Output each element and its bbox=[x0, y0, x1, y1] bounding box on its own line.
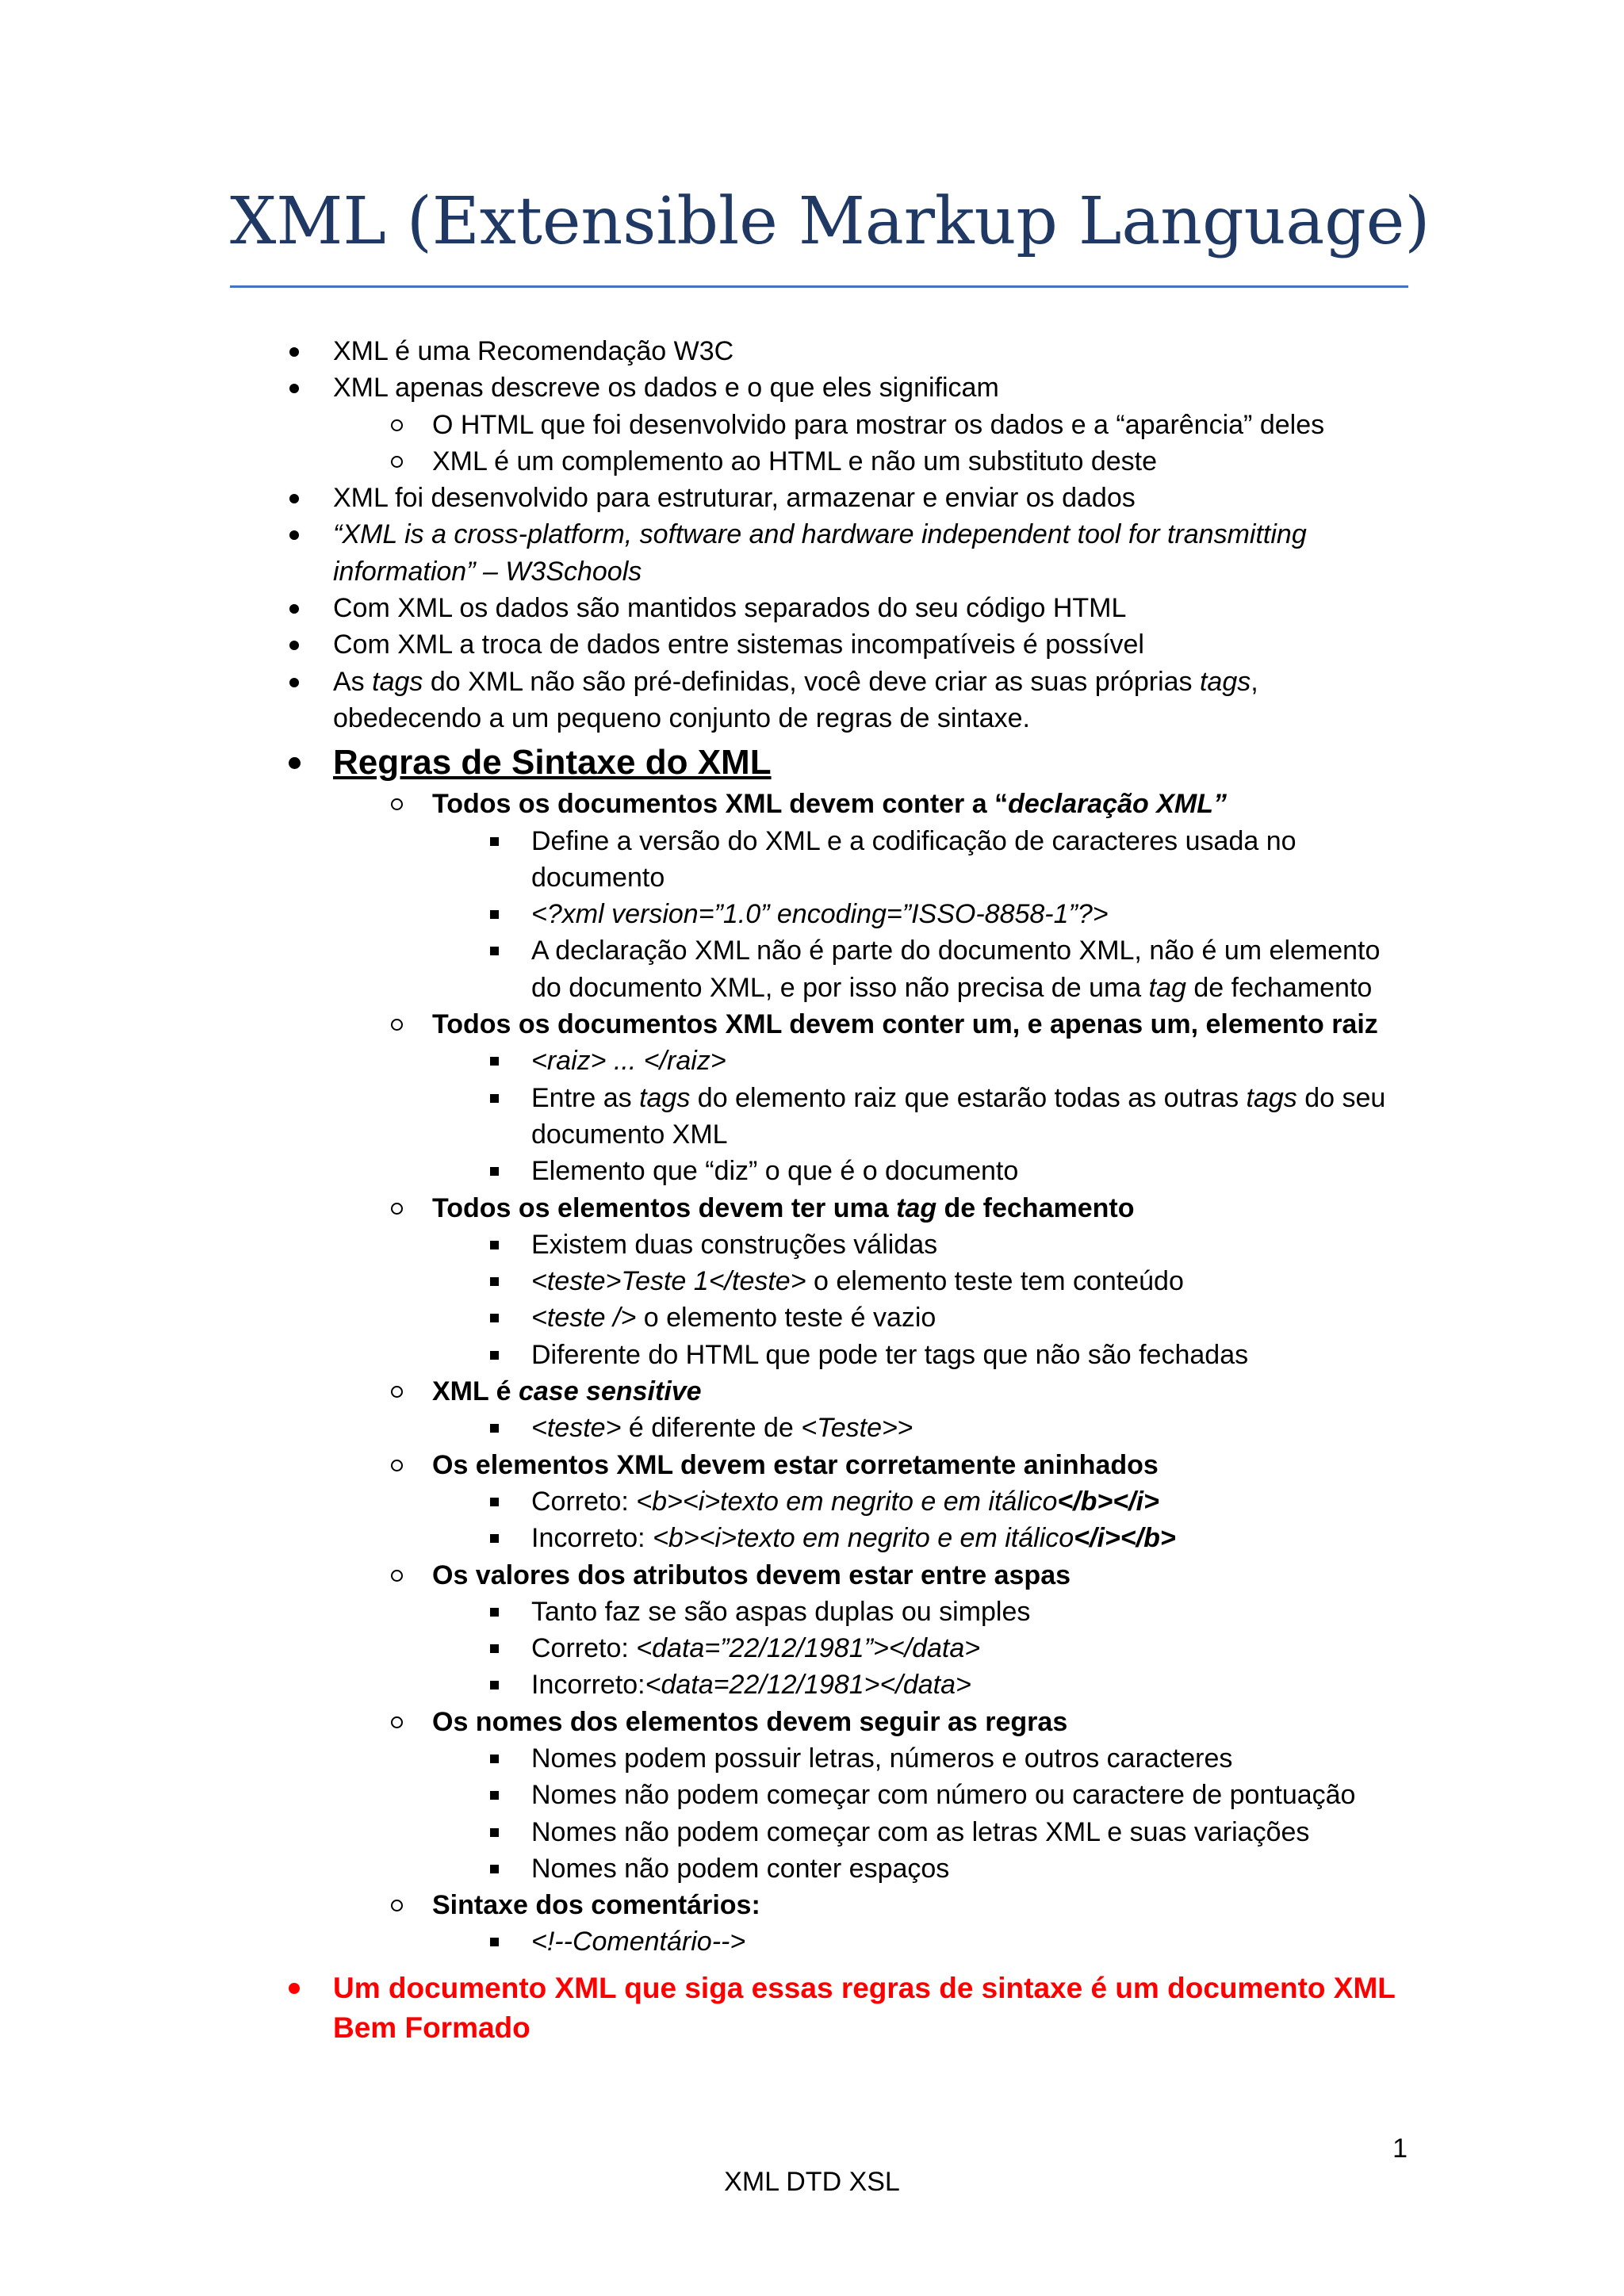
list-item: Existem duas construções válidas bbox=[484, 1226, 1411, 1263]
rule-item bbox=[385, 1557, 1411, 1704]
main-bullet-list bbox=[285, 333, 1411, 2048]
list-item: Incorreto: <b><i>texto em negrito e em itálico</i></b> bbox=[484, 1520, 1411, 1556]
list-item: Nomes não podem começar com as letras XML e suas variações bbox=[484, 1814, 1411, 1850]
list-item: Correto: <data=”22/12/1981”></data> bbox=[484, 1630, 1411, 1667]
rule-details bbox=[484, 1740, 1411, 1887]
list-item: XML é um complemento ao HTML e não um substituto deste bbox=[385, 443, 1411, 480]
list-item: O HTML que foi desenvolvido para mostrar os dados e a “aparência” deles bbox=[385, 407, 1411, 443]
list-item: Tanto faz se são aspas duplas ou simples bbox=[484, 1594, 1411, 1630]
list-item: Elemento que “diz” o que é o documento bbox=[484, 1153, 1411, 1189]
rule-details bbox=[484, 823, 1411, 1006]
w3schools-quote: “XML is a cross-platform, software and hardware independent tool for transmitting information” – W3Schools bbox=[333, 519, 1307, 587]
rule-title: Sintaxe dos comentários: bbox=[432, 1890, 760, 1921]
rule-details bbox=[484, 1483, 1411, 1557]
page-footer: XML DTD XSL bbox=[724, 2167, 900, 2197]
list-item: XML é uma Recomendação W3C bbox=[285, 333, 1411, 369]
list-item: Nomes podem possuir letras, números e outros caracteres bbox=[484, 1740, 1411, 1777]
rule-item bbox=[385, 1447, 1411, 1557]
list-item: Diferente do HTML que pode ter tags que não são fechadas bbox=[484, 1337, 1411, 1373]
list-item: Nomes não podem começar com número ou caractere de pontuação bbox=[484, 1777, 1411, 1813]
rule-details bbox=[484, 1594, 1411, 1704]
list-item: A declaração XML não é parte do documento XML, não é um elemento do documento XML, e por isso não precisa de uma tag de fechamento bbox=[484, 932, 1411, 1006]
rule-details bbox=[484, 1226, 1411, 1373]
list-item bbox=[285, 516, 1411, 590]
syntax-section bbox=[285, 740, 1411, 1961]
rule-details bbox=[484, 1410, 1411, 1446]
rule-item bbox=[385, 1006, 1411, 1189]
rule-item bbox=[385, 786, 1411, 1006]
rule-item bbox=[385, 1373, 1411, 1447]
section-heading: Regras de Sintaxe do XML bbox=[333, 743, 772, 783]
title-divider bbox=[230, 285, 1408, 288]
rule-details bbox=[484, 1923, 1411, 1960]
page-number: 1 bbox=[1392, 2133, 1408, 2164]
conclusion-note: Um documento XML que siga essas regras de sintaxe é um documento XML Bem Formado bbox=[285, 1969, 1411, 2048]
list-item: Nomes não podem conter espaços bbox=[484, 1850, 1411, 1887]
rule-details bbox=[484, 1043, 1411, 1189]
list-item: Com XML os dados são mantidos separados do seu código HTML bbox=[285, 590, 1411, 626]
list-item: Incorreto:<data=22/12/1981></data> bbox=[484, 1667, 1411, 1703]
list-item: <teste>Teste 1</teste> o elemento teste tem conteúdo bbox=[484, 1263, 1411, 1299]
rule-title: Todos os documentos XML devem conter a “declaração XML” bbox=[432, 789, 1227, 820]
list-item: <teste> é diferente de <Teste>> bbox=[484, 1410, 1411, 1446]
list-item: Com XML a troca de dados entre sistemas incompatíveis é possível bbox=[285, 626, 1411, 663]
rule-item bbox=[385, 1190, 1411, 1373]
page-title: XML (Extensible Markup Language) bbox=[230, 184, 1431, 259]
list-item: Entre as tags do elemento raiz que estarão todas as outras tags do seu documento XML bbox=[484, 1080, 1411, 1154]
syntax-rules-list bbox=[385, 786, 1411, 1961]
rule-title: Os valores dos atributos devem estar entre aspas bbox=[432, 1559, 1071, 1590]
list-item: As tags do XML não são pré-definidas, você deve criar as suas próprias tags, obedecendo a um pequeno conjunto de regras de sintaxe. bbox=[285, 664, 1411, 737]
rule-title: Todos os elementos devem ter uma tag de fechamento bbox=[432, 1192, 1135, 1223]
rule-item bbox=[385, 1704, 1411, 1887]
rule-item bbox=[385, 1887, 1411, 1961]
list-item: Define a versão do XML e a codificação de caracteres usada no documento bbox=[484, 823, 1411, 897]
rule-title: Os elementos XML devem estar corretamente aninhados bbox=[432, 1449, 1159, 1480]
sub-list bbox=[385, 407, 1411, 480]
list-item: <teste /> o elemento teste é vazio bbox=[484, 1299, 1411, 1336]
rule-title: Os nomes dos elementos devem seguir as regras bbox=[432, 1706, 1068, 1737]
list-item: XML foi desenvolvido para estruturar, armazenar e enviar os dados bbox=[285, 480, 1411, 516]
rule-title: XML é case sensitive bbox=[432, 1376, 702, 1407]
rule-title: Todos os documentos XML devem conter um, e apenas um, elemento raiz bbox=[432, 1009, 1378, 1040]
document-body bbox=[285, 333, 1411, 2048]
list-item: XML apenas descreve os dados e o que eles significam O HTML que foi desenvolvido para mostrar os dados e a “aparência” deles XML é um complemento ao HTML e não um substituto deste bbox=[285, 369, 1411, 480]
list-item: <?xml version=”1.0” encoding=”ISSO-8858-1”?> bbox=[484, 896, 1411, 932]
list-item: <!--Comentário--> bbox=[484, 1923, 1411, 1960]
list-item: Correto: <b><i>texto em negrito e em itálico</b></i> bbox=[484, 1483, 1411, 1520]
list-item: <raiz> ... </raiz> bbox=[484, 1043, 1411, 1079]
